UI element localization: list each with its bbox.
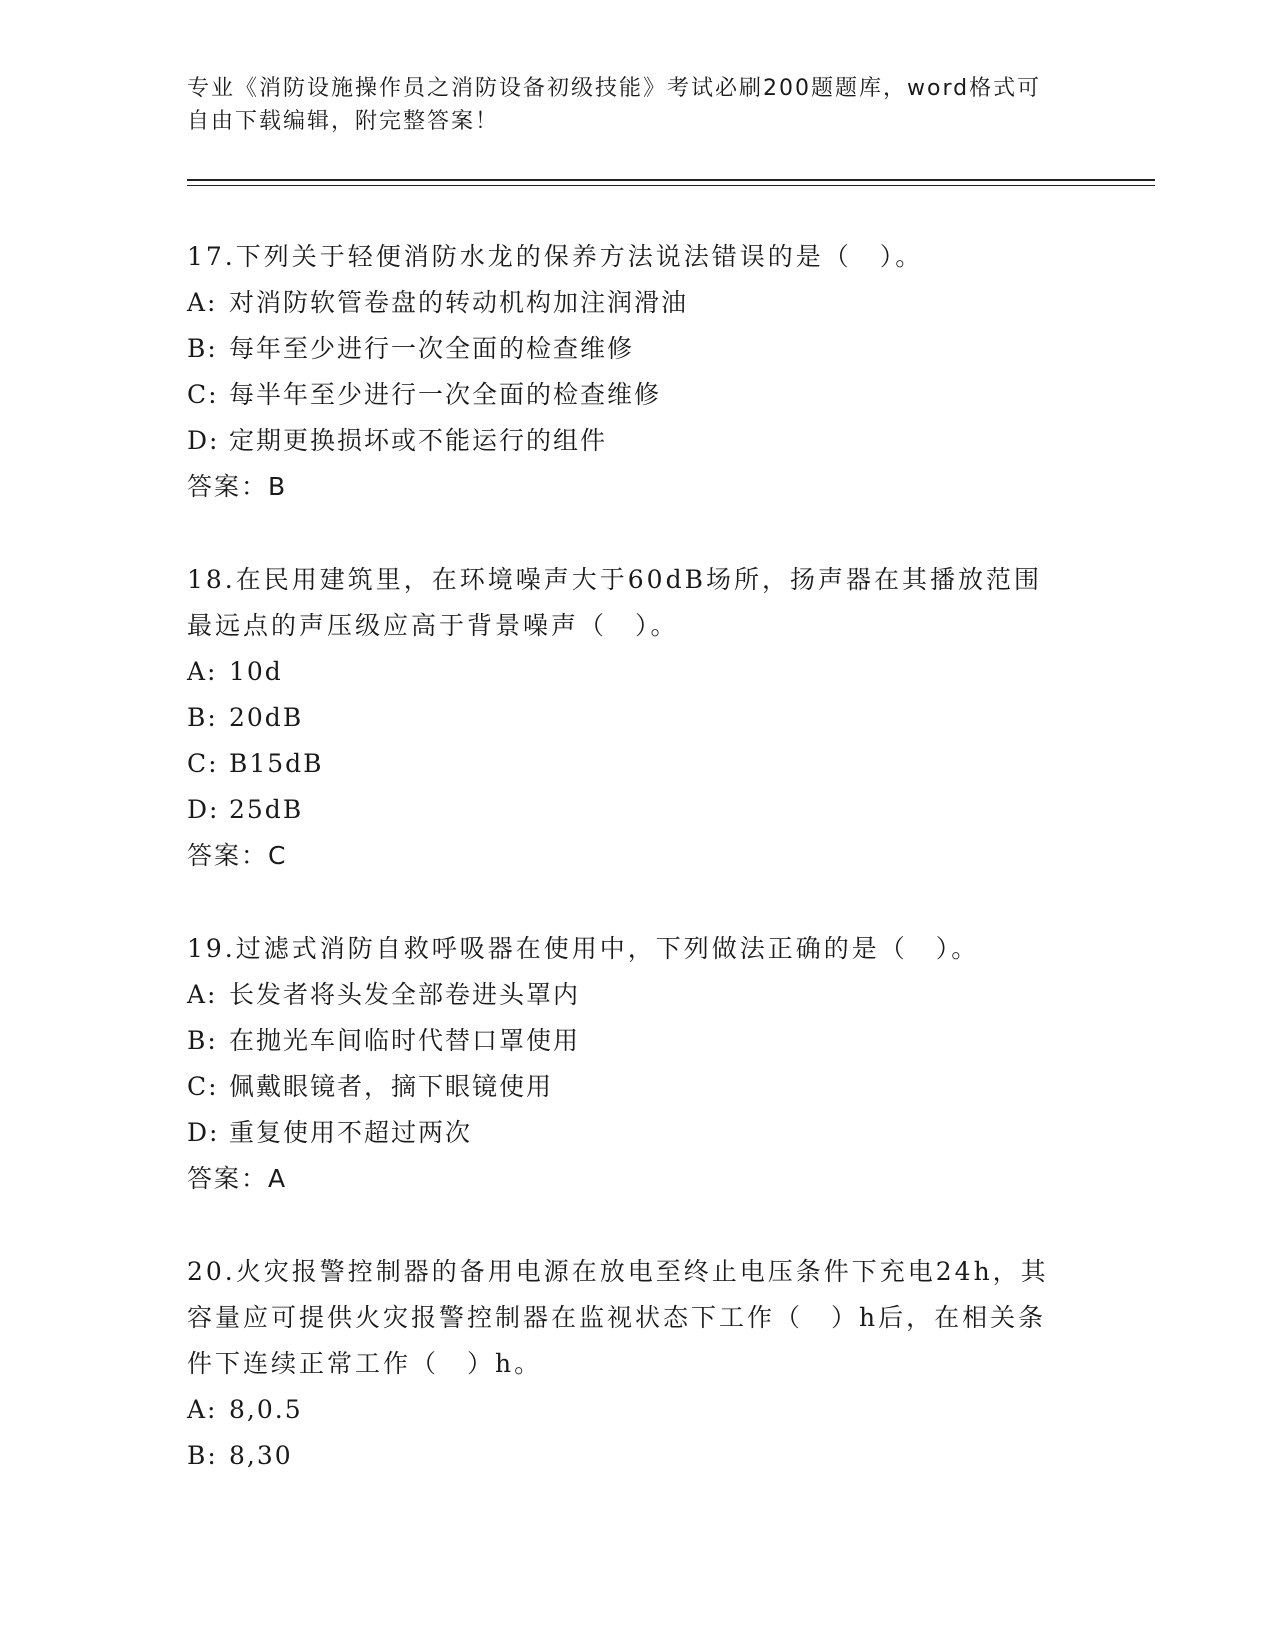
question-text: 20.火灾报警控制器的备用电源在放电至终止电压条件下充电24h，其 bbox=[187, 1257, 1049, 1286]
answer-option bbox=[187, 972, 1087, 1018]
question-list bbox=[187, 234, 1087, 1526]
question-block bbox=[187, 234, 1087, 510]
answer-option bbox=[187, 741, 1087, 787]
option-key: C: bbox=[187, 1072, 219, 1101]
answer-option bbox=[187, 1433, 1087, 1479]
option-key: C: bbox=[187, 380, 219, 409]
option-key: D: bbox=[187, 1118, 220, 1147]
option-text: 对消防软管卷盘的转动机构加注润滑油 bbox=[229, 288, 689, 317]
option-key: A: bbox=[187, 288, 218, 317]
option-key: B: bbox=[187, 1026, 218, 1055]
option-text: 25dB bbox=[229, 795, 304, 824]
header-divider-thick bbox=[187, 179, 1155, 181]
option-key: B: bbox=[187, 703, 218, 732]
option-key: A: bbox=[187, 1395, 218, 1424]
answer-option bbox=[187, 1110, 1087, 1156]
answer-option bbox=[187, 1064, 1087, 1110]
question-text: 17.下列关于轻便消防水龙的保养方法说法错误的是（ ）。 bbox=[187, 242, 924, 271]
answer-option bbox=[187, 418, 1087, 464]
header-line-1: 专业《消防设施操作员之消防设备初级技能》考试必刷200题题库，word格式可 bbox=[187, 76, 1042, 101]
option-text: 长发者将头发全部卷进头罩内 bbox=[229, 980, 581, 1009]
question-text: 件下连续正常工作（ ）h。 bbox=[187, 1349, 543, 1378]
answer-option bbox=[187, 787, 1087, 833]
answer-option bbox=[187, 326, 1087, 372]
option-key: D: bbox=[187, 426, 220, 455]
option-text: 8,0.5 bbox=[229, 1395, 303, 1424]
option-key: C: bbox=[187, 749, 219, 778]
question-block bbox=[187, 1249, 1087, 1479]
option-key: B: bbox=[187, 334, 218, 363]
answer-key: 答案：A bbox=[187, 1164, 288, 1193]
option-text: 每半年至少进行一次全面的检查维修 bbox=[229, 380, 662, 409]
option-key: D: bbox=[187, 795, 220, 824]
answer-option bbox=[187, 695, 1087, 741]
option-text: 定期更换损坏或不能运行的组件 bbox=[229, 426, 608, 455]
option-text: 20dB bbox=[229, 703, 304, 732]
answer-key: 答案：C bbox=[187, 841, 288, 870]
question-block bbox=[187, 926, 1087, 1202]
option-text: 每年至少进行一次全面的检查维修 bbox=[229, 334, 635, 363]
header-divider-thin bbox=[187, 185, 1155, 186]
header-line-2: 自由下载编辑，附完整答案！ bbox=[187, 109, 500, 134]
question-text: 容量应可提供火灾报警控制器在监视状态下工作（ ）h后，在相关条 bbox=[187, 1303, 1047, 1332]
option-key: B: bbox=[187, 1441, 218, 1470]
question-text: 最远点的声压级应高于背景噪声（ ）。 bbox=[187, 611, 679, 640]
question-text: 19.过滤式消防自救呼吸器在使用中，下列做法正确的是（ ）。 bbox=[187, 934, 980, 963]
question-text: 18.在民用建筑里，在环境噪声大于60dB场所，扬声器在其播放范围 bbox=[187, 565, 1042, 594]
option-text: 重复使用不超过两次 bbox=[229, 1118, 473, 1147]
answer-option bbox=[187, 280, 1087, 326]
answer-option bbox=[187, 1018, 1087, 1064]
answer-option bbox=[187, 649, 1087, 695]
answer-option bbox=[187, 1387, 1087, 1433]
option-text: 佩戴眼镜者，摘下眼镜使用 bbox=[229, 1072, 554, 1101]
option-text: 在抛光车间临时代替口罩使用 bbox=[229, 1026, 581, 1055]
option-key: A: bbox=[187, 980, 218, 1009]
option-text: 8,30 bbox=[229, 1441, 293, 1470]
option-text: B15dB bbox=[229, 749, 324, 778]
option-key: A: bbox=[187, 657, 218, 686]
document-header bbox=[187, 72, 1087, 138]
answer-option bbox=[187, 372, 1087, 418]
question-block bbox=[187, 557, 1087, 879]
option-text: 10d bbox=[229, 657, 283, 686]
answer-key: 答案：B bbox=[187, 472, 288, 501]
